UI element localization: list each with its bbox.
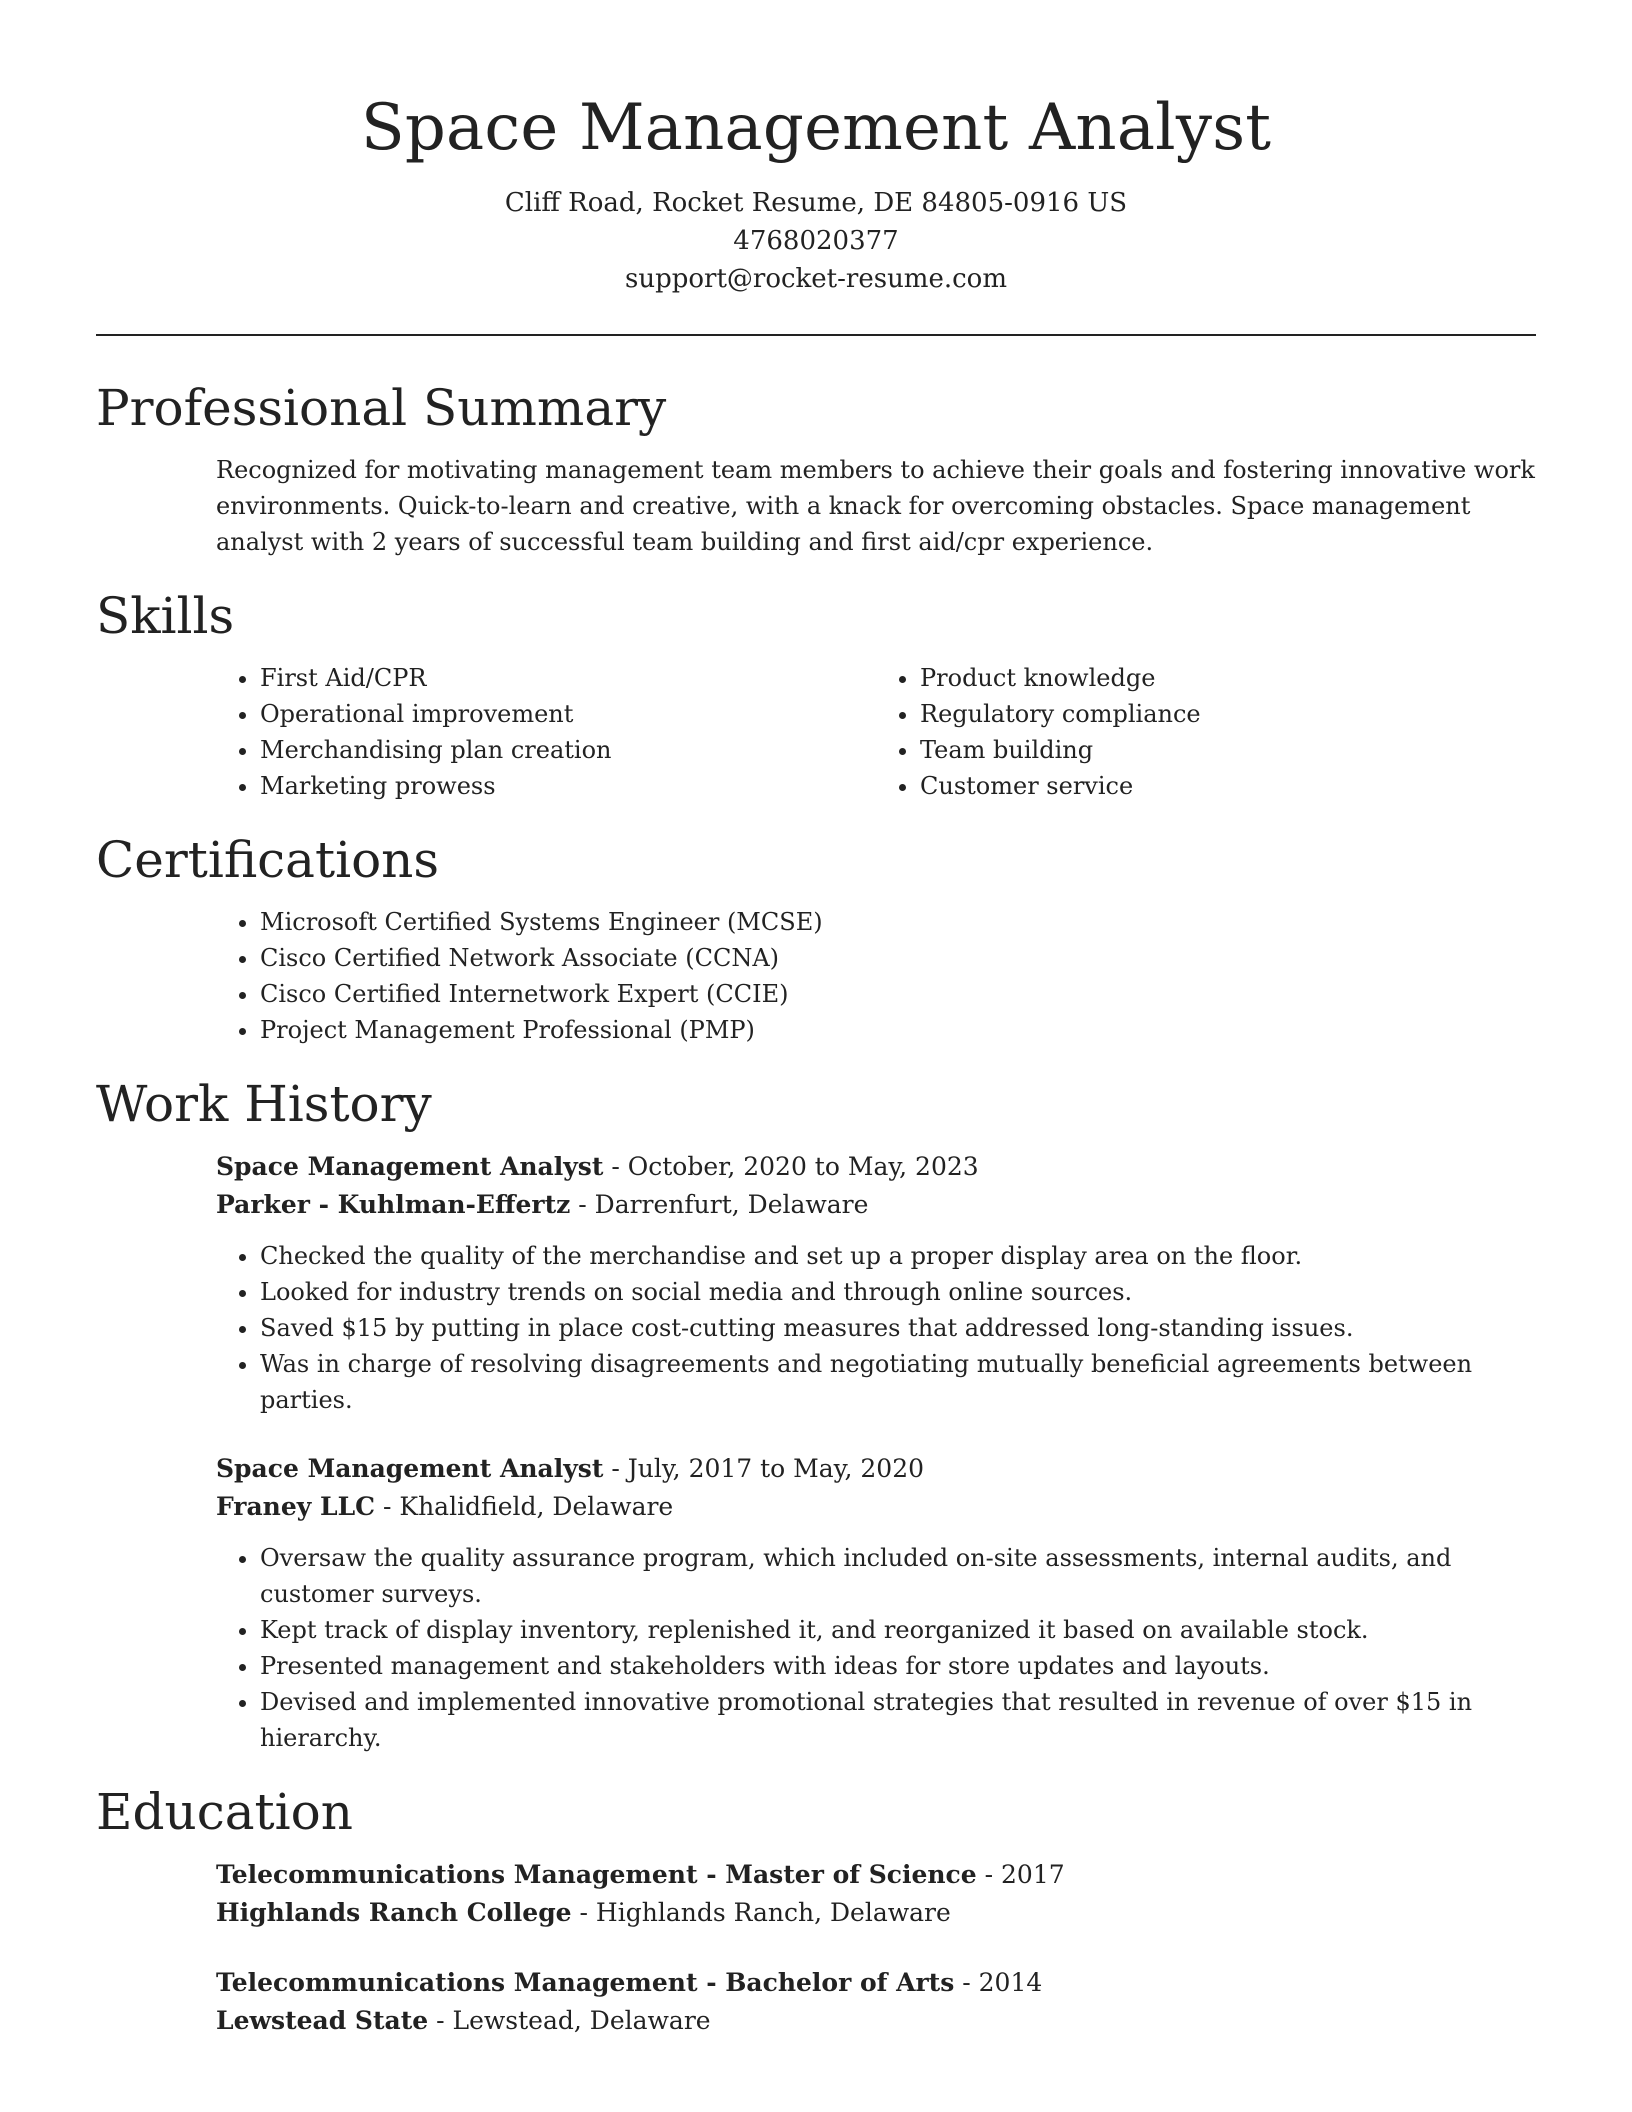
education-degree: Telecommunications Management - Master of Science: [216, 1860, 977, 1889]
certifications-title: Certifications: [96, 831, 440, 889]
education-heading: [216, 1856, 1536, 1894]
education-school-line: [216, 1894, 1536, 1932]
job-location: - Darrenfurt, Delaware: [570, 1190, 869, 1219]
education-location: - Lewstead, Delaware: [428, 2006, 711, 2035]
certifications-body: [96, 904, 1536, 1048]
education-title: Education: [96, 1783, 353, 1841]
education-school: Lewstead State: [216, 2006, 429, 2035]
job-bullet: • Checked the quality of the merchandise and set up a proper display area on the floor.: [260, 1238, 1536, 1274]
skill-item: • Operational improvement: [260, 696, 876, 732]
skill-item: • Customer service: [920, 768, 1536, 804]
contact-phone: 4768020377: [733, 226, 899, 256]
summary-text: Recognized for motivating management team members to achieve their goals and fostering innovative work environments. Quick-to-learn and creative, with a knack for overcoming obstacles. Space management analyst with 2 years of successful team building and first aid/cpr experience.: [216, 456, 1535, 556]
job-bullet: • Kept track of display inventory, replenished it, and reorganized it based on available stock.: [260, 1612, 1536, 1648]
work-section: [96, 1072, 1536, 1756]
skill-item: • Marketing prowess: [260, 768, 876, 804]
job-bullet: • Looked for industry trends on social media and through online sources.: [260, 1274, 1536, 1310]
job-role: Space Management Analyst: [216, 1152, 604, 1181]
job-location: - Khalidfield, Delaware: [375, 1492, 674, 1521]
summary-section: [96, 376, 1536, 560]
education-degree: Telecommunications Management - Bachelor of Arts: [216, 1968, 955, 1997]
job-dates: - July, 2017 to May, 2020: [603, 1454, 924, 1483]
contact-address: Cliff Road, Rocket Resume, DE 84805-0916 US: [504, 188, 1128, 218]
skill-item: • Regulatory compliance: [920, 696, 1536, 732]
job-dates: - October, 2020 to May, 2023: [603, 1152, 979, 1181]
work-title: Work History: [96, 1075, 432, 1133]
job-bullet: • Devised and implemented innovative promotional strategies that resulted in revenue of over $15 in hierarchy.: [260, 1684, 1536, 1756]
job-company: Franey LLC: [216, 1492, 376, 1521]
job-heading: [216, 1148, 1536, 1186]
resume-header: [96, 0, 1536, 298]
skill-item: • First Aid/CPR: [260, 660, 876, 696]
contact-email: support@rocket-resume.com: [624, 264, 1007, 294]
certifications-list: [216, 904, 1536, 1048]
education-entry: [96, 1964, 1536, 2040]
contact-block: [96, 184, 1536, 298]
job-bullet: • Was in charge of resolving disagreements and negotiating mutually beneficial agreements between parties.: [260, 1346, 1536, 1418]
job-bullet: • Presented management and stakeholders with ideas for store updates and layouts.: [260, 1648, 1536, 1684]
job-employer: [216, 1488, 1536, 1526]
job-entry: [96, 1148, 1536, 1418]
job-bullet: • Saved $15 by putting in place cost-cutting measures that addressed long-standing issues.: [260, 1310, 1536, 1346]
job-heading: [216, 1450, 1536, 1488]
job-employer: [216, 1186, 1536, 1224]
job-entry: [96, 1450, 1536, 1756]
skills-section: [96, 584, 1536, 804]
summary-title: Professional Summary: [96, 379, 667, 437]
skill-item: • Team building: [920, 732, 1536, 768]
education-year: - 2017: [976, 1860, 1065, 1889]
education-school: Highlands Ranch College: [216, 1898, 572, 1927]
certification-item: • Cisco Certified Internetwork Expert (CCIE): [260, 976, 1536, 1012]
header-divider: [96, 334, 1536, 336]
skill-item: • Product knowledge: [920, 660, 1536, 696]
certifications-section: [96, 828, 1536, 1048]
skills-grid: [96, 660, 1536, 804]
education-heading: [216, 1964, 1536, 2002]
education-section: [96, 1780, 1536, 2040]
job-bullet: • Oversaw the quality assurance program, which included on-site assessments, internal audits, and customer surveys.: [260, 1540, 1536, 1612]
education-school-line: [216, 2002, 1536, 2040]
job-role: Space Management Analyst: [216, 1454, 604, 1483]
certification-item: • Cisco Certified Network Associate (CCNA): [260, 940, 1536, 976]
certification-item: • Project Management Professional (PMP): [260, 1012, 1536, 1048]
candidate-name: Space Management Analyst: [360, 91, 1272, 165]
job-bullets: [216, 1238, 1536, 1418]
job-bullets: [216, 1540, 1536, 1756]
certification-item: • Microsoft Certified Systems Engineer (MCSE): [260, 904, 1536, 940]
education-entry: [96, 1856, 1536, 1932]
education-year: - 2014: [954, 1968, 1043, 1997]
skills-list-left: [216, 660, 876, 804]
job-company: Parker - Kuhlman-Effertz: [216, 1190, 571, 1219]
skill-item: • Merchandising plan creation: [260, 732, 876, 768]
education-location: - Highlands Ranch, Delaware: [571, 1898, 951, 1927]
skills-list-right: [876, 660, 1536, 804]
skills-title: Skills: [96, 587, 235, 645]
